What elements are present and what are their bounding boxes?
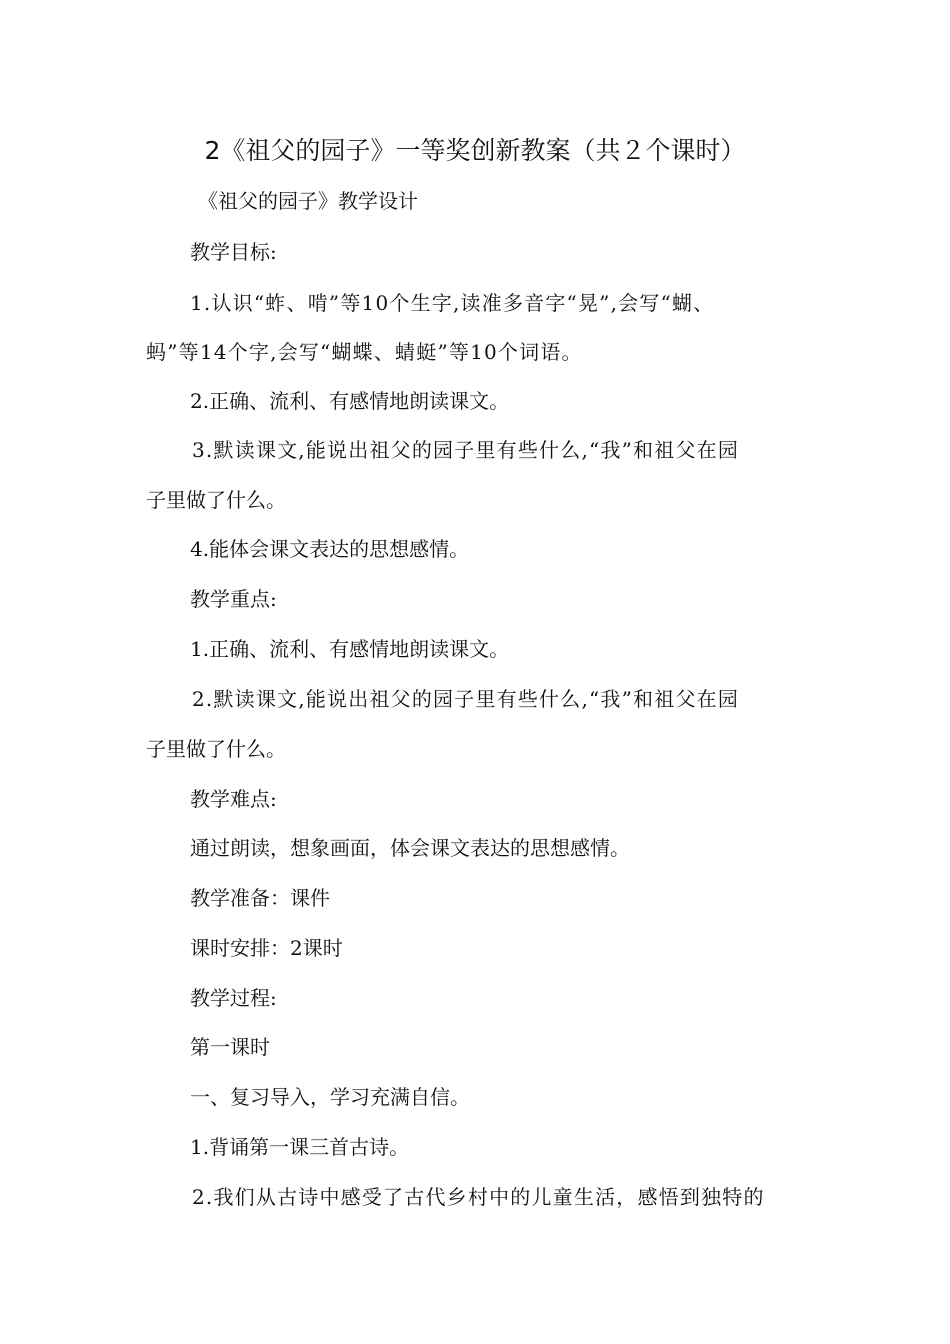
key-point-2-line-2: 子里做了什么。 [146,737,286,761]
goal-1-line-1: 1.认识“蚱、啃”等10个生字,读准多音字“晃”,会写“蝴、 [190,291,715,315]
section-1-heading: 一、复习导入，学习充满自信。 [190,1085,470,1109]
goal-4: 4.能体会课文表达的思想感情。 [190,537,470,561]
goal-3-line-2: 子里做了什么。 [146,488,286,512]
teaching-preparation: 教学准备：课件 [190,886,330,910]
lesson-1-heading: 第一课时 [190,1035,270,1059]
goals-heading: 教学目标: [190,240,277,264]
process-heading: 教学过程: [190,986,277,1010]
key-point-2-line-1: 2.默读课文,能说出祖父的园子里有些什么,“我”和祖父在园 [192,687,740,711]
goal-1-line-2: 蚂”等14个字,会写“蝴蝶、蜻蜓”等10个词语。 [146,340,583,364]
key-points-heading: 教学重点: [190,587,277,611]
goal-2: 2.正确、流利、有感情地朗读课文。 [190,389,510,413]
document-subtitle: 《祖父的园子》教学设计 [198,189,418,213]
difficulty-heading: 教学难点: [190,787,277,811]
key-point-1: 1.正确、流利、有感情地朗读课文。 [190,637,510,661]
difficulty-text: 通过朗读，想象画面，体会课文表达的思想感情。 [190,836,630,860]
step-2-line-1: 2.我们从古诗中感受了古代乡村中的儿童生活，感悟到独特的 [192,1185,765,1209]
lesson-schedule: 课时安排：2课时 [190,936,343,960]
step-1: 1.背诵第一课三首古诗。 [190,1135,410,1159]
goal-3-line-1: 3.默读课文,能说出祖父的园子里有些什么,“我”和祖父在园 [192,438,740,462]
document-title: 2《祖父的园子》一等奖创新教案（共２个课时） [204,136,746,165]
